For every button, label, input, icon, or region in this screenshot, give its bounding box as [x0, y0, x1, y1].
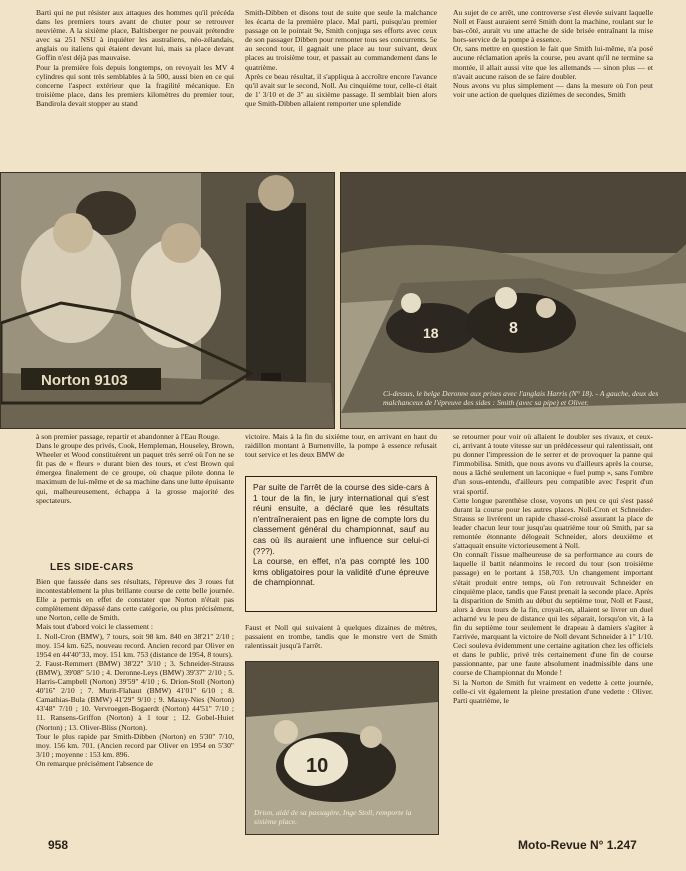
page-number: 958 — [48, 838, 69, 852]
text-column-bottom-middle-b: Faust et Noll qui suivaient à quelques dizaines de mètres, passaient en trombe, tandis que le monstre vert de Smith ralentissait jusqu'à l'arrêt. — [245, 623, 437, 651]
photo-smith-oliver — [0, 172, 335, 429]
text-column-bottom-left-b: Bien que faussée dans ses résultats, l'épreuve des 3 roues fut incontestablement la plus brillante course de cette belle journée. Elle a permis en effet de constater que Norton n'était pas complètement dépassé dans cette catégorie, ou plus précisément, une Norton, celle de Smith. Mais tout d'abord voici le classement : 1. Noll-Cron (BMW), 7 tours, soit 98 km. 840 en 38'21" 2/10 ; moy. 154 km. 625, nouveau record. Ancien record par Oliver en 1954 en 44'40"33, moy. 151 km. 753 (distance de 1954, 8 tours). 2. Faust-Remmert (BMW) 38'22" 3/10 ; 3. Schneider-Strauss (BMW), 39'08" 5/10 ; 4. Deronne-Leys (BMW) 39'37" 2/10 ; 5. Harris-Campbell (Norton) 39'59" 4/10 ; 6. Drion-Stoll (Norton) 40'16" 2/10 ; 7. Murit-Flahaut (BMW) 41'01" 6/10 ; 8. Camathias-Bula (BMW) 41'29" 9/10 ; 9. Masuy-Nies (Norton) 43'48" 7/10 ; 10. Vervroegen-Bogaerdt (Norton) 44'51" 7/10 ; 11. Ransens-Griffon (Norton) à 1 tour ; 12. Gobel-Huiet (Norton) ; 13. Oliver-Bliss (Norton). Tour le plus rapide par Smith-Dibben (Norton) en 5'30" 7/10, moy. 156 km. 701. (Ancien record par Oliver en 1954 en 5'30" 3/10 ; moyenne : 153 km. 896. On remarque précisément l'absence de — [36, 577, 234, 768]
text-column-top-left: Barti qui ne put résister aux attaques des hommes qu'il précéda dans les premiers tours avant de chuter pour se retrouver neuvième. A la sixième place, Baltisberger ne pouvait prétendre avec sa 251 NSU à inquiéter les australiens, néo-zélandais, anglais ou italiens qui étaient devant lui, mais sa place devant Goffin n'est déjà pas mauvaise. Pour la première fois depuis longtemps, on revoyait les MV 4 cylindres qui sont très semblables à la 500, aussi bien en ce qui concerne l'aspect extérieur que la fragilité mécanique. En troisième place, dans les premiers kilomètres du premier tour, Bandirola devait stopper au stand — [36, 8, 234, 108]
sidecar-number-18: 18 — [423, 325, 439, 341]
section-title-side-cars: LES SIDE-CARS — [50, 562, 134, 573]
text-column-bottom-right: se retourner pour voir où allaient le doubler ses rivaux, et ceux-ci, arrivant à toute vitesse sur un prédécesseur qui ralentissait, ont pu donner l'impression de le serrer et de provoquer la panne qui l'immobilisa. Smith, que nous avons vu d'ailleurs après la course, nous a lâché seulement un laconique « fuel pump », sans l'ombre d'un sous-entendu, d'ailleurs peu compatible avec l'esprit d'un vrai sportif. Cette longue parenthèse close, voyons un peu ce qui s'est passé durant la course pour les autres places. Noll-Cron et Schneider-Strauss se livrèrent un rapide chassé-croisé assurant la place de leader chacun leur tour jusqu'au quatrième tour où Smith, par sa remontée étonnante délogeait Schneider, alors deuxième et s'attaquait ensuite victorieusement à Noll. On connaît l'issue malheureuse de sa performance au cours de laquelle il battit néanmoins le record du tour (son troisième passage) en le portant à 158,703. Un changement important s'était produit entre temps, où l'on retrouvait Schneider en cinquième place, tandis que Faust prenait la seconde place. Après la disparition de Smith au début du septième tour, Noll et Faust, alors à deux tours de la fin, croyait-on, allaient se livrer un duel acharné vu le peu de distance qui les séparait, lorsqu'on vit, à la fin du septième tour seulement le drapeau à damiers s'agiter à l'arrivée, marquant la victoire de Noll devant Schneider à 1" 1/10. Ceci souleva évidemment une certaine agitation chez les officiels et dans le public, privé très certainement d'une fin de course passionnante, par une faute absolument inadmissible dans une course de Championnat du Monde ! Si la Norton de Smith fut vraiment en vedette à cette journée, celle-ci vit également la pleine prestation d'une vedette : Oliver. Parti quatrième, le — [453, 432, 653, 705]
text-column-top-right: Au sujet de ce arrêt, une controverse s'est élevée suivant laquelle Noll et Faust auraient serré Smith dont la machine, roulant sur le bas-côté, aurait vu une attache de side brisée entraînant la mise hors-service de la pompe à essence. Or, sans mettre en question le fait que Smith lui-même, n'a posé aucune réclamation après la course, peu avant qu'il ne termine sa montée, il allait aussi vite que les allemands — sinon plus — et n'avait aucune raison de se faire doubler. Nous avons vu plus simplement — dans la mesure où l'on peut voir une action de quelques dizièmes de secondes, Smith — [453, 8, 653, 99]
text-column-bottom-left-a: à son premier passage, repartir et abandonner à l'Eau Rouge. Dans le groupe des privés, Cook, Hempleman, Houseley, Brown, Wheeler et Wood constituèrent un paquet très serré où l'on ne se fit pas de « fleurs » durant bien des tours, et c'est Brown qui émergea finalement de ce groupe, où chaque pilote donna le maximum de lui-même et de sa machine dans une lutte épuisante qui, malheureusement, échappa à la grosse majorité des spectateurs. — [36, 432, 234, 505]
sidecar-number-8: 8 — [509, 320, 518, 337]
notice-box-jury: Par suite de l'arrêt de la course des side-cars à 1 tour de la fin, le jury international qui s'est réuni ensuite, a déclaré que les résultats n'entraîneraient pas en ligne de compte lors du classement général du championnat, sauf au cas où ils auraient une influence sur celui-ci (???). La course, en effet, n'a pas compté les 100 kms obligatoires pour la validité d'une épreuve de championnat. — [245, 476, 437, 612]
sidecar-number-10: 10 — [306, 755, 329, 777]
magazine-issue: Moto-Revue N° 1.247 — [518, 838, 637, 852]
photo-drion-stoll — [245, 661, 439, 835]
number-plate: Norton 9103 — [41, 372, 128, 389]
caption-drion-stoll: Drion, aidé de sa passagère, Inge Stoll, remporte la sixième place. — [254, 808, 412, 826]
text-column-bottom-middle-a: victoire. Mais à la fin du sixième tour, en arrivant en haut du raidillon montant à Burnenville, la pompe à essence refusait tout service et les deux BMW de — [245, 432, 437, 460]
text-column-top-middle: Smith-Dibben et disons tout de suite que seule la malchance les écarta de la première place. Mal parti, puisqu'au premier passage on le pointait 9e, Smith conjuga ses efforts avec ceux de son passager Dibben pour remonter tous ses concurrents. 5e au second tour, il gagnait une place au tour suivant, deux places au troisième tour, et passait au commandement dans le quatrième. Après ce beau résultat, il s'appliqua à accroître encore l'avance qu'il avait sur le second, Noll. Au cinquième tour, celle-ci était de 1' 3/10 et de 3" au sixième passage. Il semblait bien alors que Smith-Dibben allaient remporter une splendide — [245, 8, 437, 108]
photo-deronne-harris — [340, 172, 686, 429]
caption-deronne-harris: Ci-dessus, le belge Deronne aux prises avec l'anglais Harris (N° 18). - A gauche, deux des malchanceux de l'épreuve des sides : Smith (avec sa pipe) et Oliver. — [383, 389, 659, 407]
